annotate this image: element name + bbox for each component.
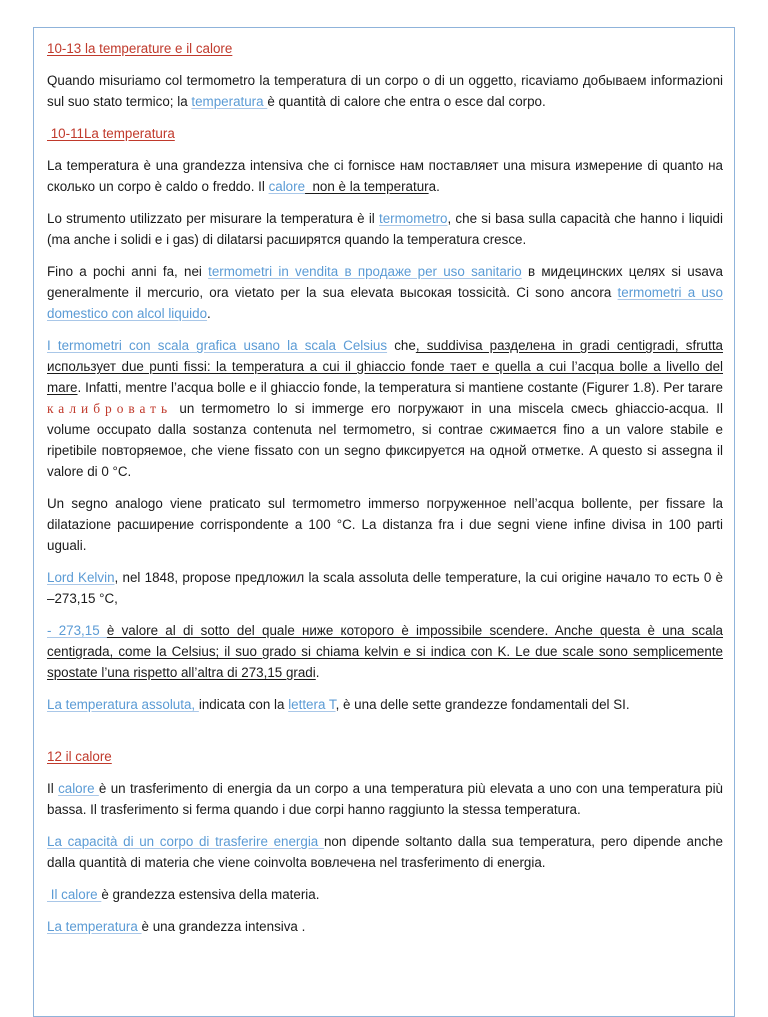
link-termometro[interactable]: termometro bbox=[379, 211, 448, 226]
link-capacita[interactable]: La capacità di un corpo di trasferire energia bbox=[47, 834, 324, 849]
document-body bbox=[47, 38, 723, 948]
link-calore-2[interactable]: calore bbox=[58, 781, 99, 796]
paragraph-temperatura-intensiva: La temperatura è una grandezza intensiva . bbox=[47, 919, 306, 934]
paragraph-calore-estensiva: Il calore è grandezza estensiva della materia. bbox=[47, 887, 320, 902]
section-heading-2 bbox=[47, 123, 723, 144]
paragraph-kelvin: Lord Kelvin, nel 1848, propose предложил la scala assoluta delle temperature, la cui origine начало то есть 0 è –273,15 °C, bbox=[47, 570, 723, 606]
paragraph-segno: Un segno analogo viene praticato sul termometro immerso погруженное nell’acqua bollente, per fissare la dilatazione расширение corrispondente a 100 °C. La distanza fra i due segni viene infine divisa in 100 parti uguali. bbox=[47, 496, 723, 553]
paragraph-temperatura: La temperatura è una grandezza intensiva che ci fornisce нам поставляет una misura измерение di quanto на сколько un corpo è caldo o freddo. Il calore non è la temperatura. bbox=[47, 158, 723, 194]
link-calore[interactable]: calore bbox=[268, 179, 306, 194]
russian-word: калибровать bbox=[47, 401, 173, 416]
link-scala-celsius[interactable]: I termometri con scala grafica usano la scala Celsius bbox=[47, 338, 388, 353]
spacer bbox=[47, 726, 723, 746]
paragraph-strumento: Lo strumento utilizzato per misurare la temperatura è il termometro, che si basa sulla capacità che hanno i liquidi (ma anche i solidi e i gas) di dilatarsi расширятся quando la temperatura cresce. bbox=[47, 211, 723, 247]
link-lord-kelvin[interactable]: Lord Kelvin bbox=[47, 570, 115, 585]
paragraph-celsius: I termometri con scala grafica usano la scala Celsius che, suddivisa разделена in gradi centigradi, sfrutta использует due punti fissi: la temperatura a cui il ghiaccio fonde тает e quella a cui l’acqua bolle a livello del mare. Infatti, mentre l’acqua bolle e il ghiaccio fonde, la temperatura si mantiene costante (Figurer 1.8). Per tarare калибровать un termometro lo si immerge его погружают in una miscela смесь ghiaccio-acqua. Il volume occupato dalla sostanza contenuta nel termometro, si contrae сжимается fino a un valore stabile e ripetibile повторяемое, che viene fissato con un segno фиксируется на одной отметке. A questo si assegna il valore di 0 °C. bbox=[47, 338, 723, 479]
heading-text[interactable]: 10-11La temperatura bbox=[47, 126, 175, 141]
paragraph-capacita: La capacità di un corpo di trasferire energia non dipende soltanto dalla sua temperatura, pero dipende anche dalla quantità di materia che viene coinvolta вовлечена nel trasferimento di energia. bbox=[47, 834, 723, 870]
link-il-calore[interactable]: Il calore bbox=[47, 887, 102, 902]
link-temperatura[interactable]: temperatura bbox=[191, 94, 268, 109]
link-la-temperatura[interactable]: La temperatura bbox=[47, 919, 142, 934]
link-termometri-vendita[interactable]: termometri in vendita в продаже per uso sanitario bbox=[208, 264, 522, 279]
link-lettera-t[interactable]: lettera T bbox=[288, 697, 336, 712]
paragraph-zero-assoluto: - 273,15 è valore al di sotto del quale ниже которого è impossibile scendere. Anche questa è una scala centigrada, come la Celsius; il suo grado si chiama kelvin e si indica con K. Le due scale sono semplicemente spostate l’una rispetto all’altra di 273,15 gradi. bbox=[47, 623, 723, 680]
heading-text[interactable]: 12 il calore bbox=[47, 749, 112, 764]
paragraph-temperatura-assoluta: La temperatura assoluta, indicata con la lettera T, è una delle sette grandezze fondamentali del SI. bbox=[47, 697, 630, 712]
section-heading-3 bbox=[47, 746, 723, 767]
link-termometri-alcol[interactable]: termometri a uso domestico con alcol liquido bbox=[47, 285, 723, 321]
paragraph-intro: Quando misuriamo col termometro la temperatura di un corpo o di un oggetto, ricaviamo добываем informazioni sul suo stato termico; la temperatura è quantità di calore che entra o esce dal corpo. bbox=[47, 73, 723, 109]
paragraph-mercurio: Fino a pochi anni fa, nei termometri in vendita в продаже per uso sanitario в мидецинских целях si usava generalmente il mercurio, ora vietato per la sua elevata высокая tossicità. Ci sono ancora termometri a uso domestico con alcol liquido. bbox=[47, 264, 724, 321]
section-heading-1 bbox=[47, 38, 723, 59]
link-273[interactable]: - 273,15 bbox=[47, 623, 107, 638]
link-temperatura-assoluta[interactable]: La temperatura assoluta, bbox=[47, 697, 199, 712]
paragraph-calore: Il calore è un trasferimento di energia da un corpo a una temperatura più elevata a uno con una temperatura più bassa. Il trasferimento si ferma quando i due corpi hanno raggiunto la stessa temperatura. bbox=[47, 781, 723, 817]
heading-text[interactable]: 10-13 la temperature e il calore bbox=[47, 41, 233, 56]
